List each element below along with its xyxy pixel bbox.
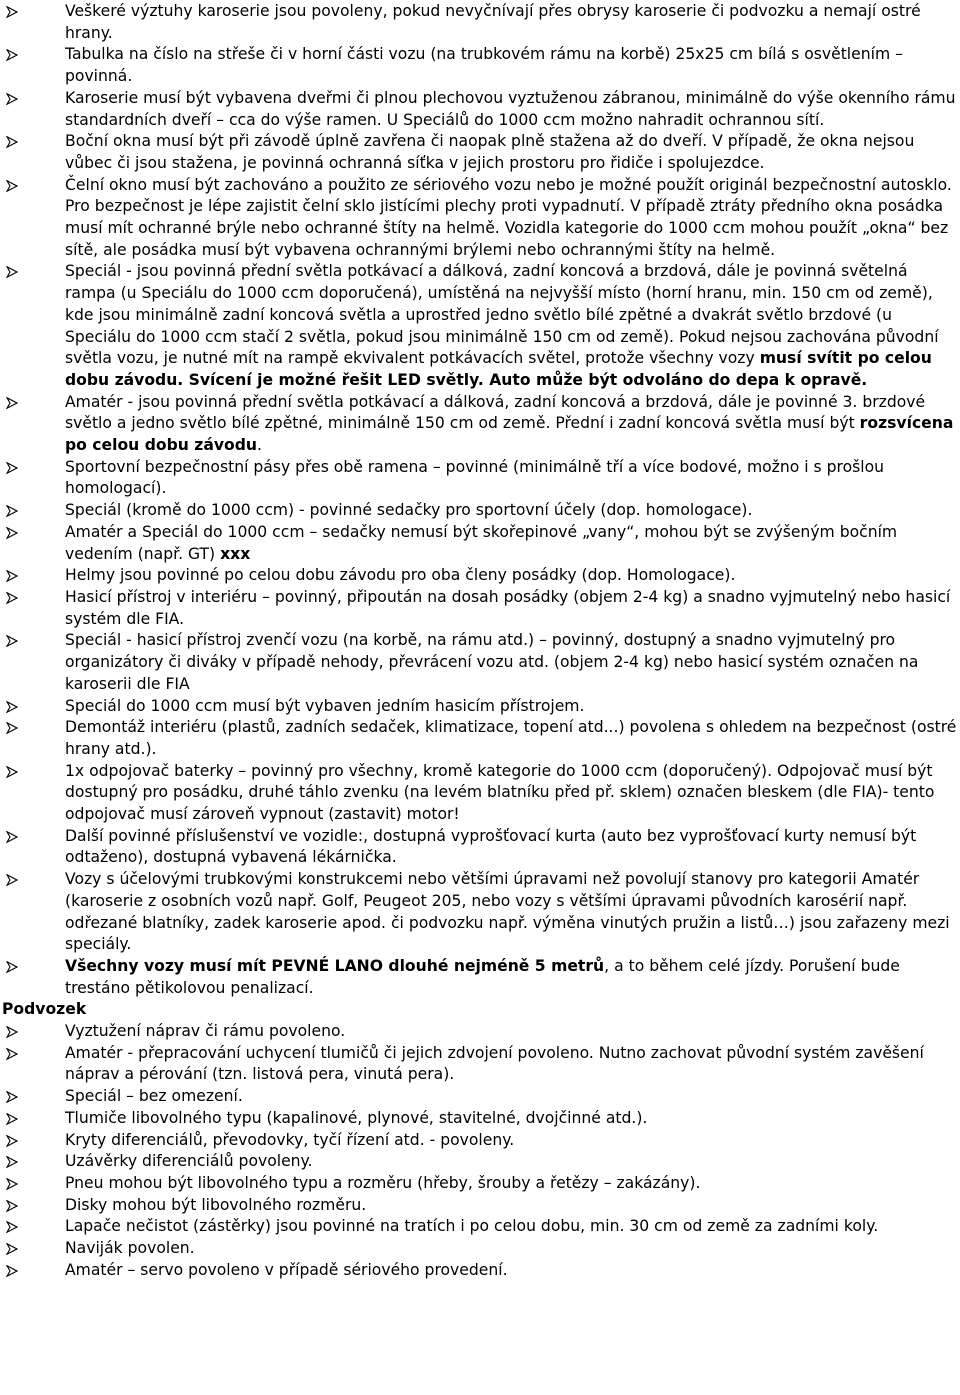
list-item-text: Speciál - hasicí přístroj zvenčí vozu (na korbě, na rámu atd.) – povinný, dostupný a snadno vyjmutelný pro organizátory či diváky v případě nehody, převrácení vozu atd. (objem 2-4 kg) nebo hasicí systém označen na karoserii dle FIA (65, 631, 919, 693)
list-item-text: Boční okna musí být při závodě úplně zavřena či naopak plně stažena až do dveří. V případě, že okna nejsou vůbec či jsou stažena, je povinná ochranná síťka v jejich prostoru pro řidiče i spolujezdce. (65, 132, 915, 172)
arrow-bullet-icon (6, 1026, 18, 1038)
list-item-text: Amatér - jsou povinná přední světla potkávací a dálková, zadní koncová a brzdová, dále je povinné 3. brzdové světlo a jedno světlo bílé zpětné, minimálně 150 cm od země. Přední i zadní koncová světla musí být rozsvícena po celou dobu závodu. (65, 392, 954, 455)
list-item-text: 1x odpojovač baterky – povinný pro všechny, kromě kategorie do 1000 ccm (doporučený). Odpojovač musí být dostupný pro posádku, druhé táhlo zvenku (na levém blatníku před př. sklem) označen bleskem (dle FIA)- tento odpojovač musí zároveň vypnout (zastavit) motor! (65, 761, 935, 824)
arrow-bullet-icon (6, 831, 18, 843)
arrow-bullet-icon (6, 397, 18, 409)
list-item (0, 131, 960, 174)
bullet-list-podvozek (0, 1021, 960, 1281)
list-item-text: Speciál – bez omezení. (65, 1087, 243, 1106)
list-item (0, 587, 960, 630)
list-item (0, 500, 960, 522)
arrow-bullet-icon (6, 1091, 18, 1103)
list-item (0, 261, 960, 391)
list-item (0, 88, 960, 131)
list-item (0, 1086, 960, 1108)
arrow-bullet-icon (6, 1048, 18, 1060)
list-item (0, 1195, 960, 1217)
list-item (0, 696, 960, 718)
list-item-text: Čelní okno musí být zachováno a použito ze sériového vozu nebo je možné použít originál bezpečnostní autosklo. Pro bezpečnost je lépe zajistit čelní sklo jistícími plechy proti vypadnutí. V případě ztráty předního okna posádka musí mít ochranné brýle nebo ochranné štíty na helmě. Vozidla kategorie do 1000 ccm mohou použít „okna“ bez sítě, ale posádka musí být vybavena ochrannými brýlemi nebo ochrannými štíty na helmě. (65, 175, 952, 259)
list-item (0, 522, 960, 565)
list-item (0, 761, 960, 826)
arrow-bullet-icon (6, 1243, 18, 1255)
arrow-bullet-icon (6, 635, 18, 647)
list-item-text: Vyztužení náprav či rámu povoleno. (65, 1022, 346, 1041)
list-item (0, 1260, 960, 1282)
list-item-text: Uzávěrky diferenciálů povoleny. (65, 1152, 313, 1171)
list-item (0, 1021, 960, 1043)
arrow-bullet-icon (6, 1113, 18, 1125)
list-item (0, 630, 960, 695)
arrow-bullet-icon (6, 136, 18, 148)
list-item (0, 1108, 960, 1130)
list-item (0, 717, 960, 760)
list-item (0, 869, 960, 956)
list-item-text: Další povinné příslušenství ve vozidle:, dostupná vyprošťovací kurta (auto bez vyprošťovací kurty nemusí být odtaženo), dostupná vybavená lékárnička. (65, 826, 917, 867)
arrow-bullet-icon (6, 505, 18, 517)
arrow-bullet-icon (6, 1156, 18, 1168)
arrow-bullet-icon (6, 961, 18, 973)
arrow-bullet-icon (6, 6, 18, 18)
list-item-text: Vozy s účelovými trubkovými konstrukcemi nebo většími úpravami než povolují stanovy pro kategorii Amatér (karoserie z osobních vozů např. Golf, Peugeot 205, nebo vozy s většími úpravami původních karosérií např. odřezané blatníky, zadek karoserie apod. či podvozku např. výměna vinutých pružin a listů…) jsou zařazeny mezi speciály. (65, 870, 950, 954)
bullet-list-body (0, 1, 960, 999)
list-item-text: Sportovní bezpečnostní pásy přes obě ramena – povinné (minimálně tří a více bodové, možno i s prošlou homologací). (65, 457, 885, 498)
list-item (0, 826, 960, 869)
list-item (0, 392, 960, 457)
list-item (0, 1151, 960, 1173)
arrow-bullet-icon (6, 874, 18, 886)
arrow-bullet-icon (6, 701, 18, 713)
list-item (0, 457, 960, 500)
list-item-text: Amatér – servo povoleno v případě sériového provedení. (65, 1260, 508, 1279)
list-item-text: Hasicí přístroj v interiéru – povinný, připoután na dosah posádky (objem 2-4 kg) a snadno vyjmutelný nebo hasicí systém dle FIA. (65, 587, 951, 628)
arrow-bullet-icon (6, 1265, 18, 1277)
arrow-bullet-icon (6, 49, 18, 61)
list-item (0, 565, 960, 587)
arrow-bullet-icon (6, 180, 18, 192)
list-item-text: Tabulka na číslo na střeše či v horní části vozu (na trubkovém rámu na korbě) 25x25 cm bílá s osvětlením – povinná. (65, 45, 903, 86)
list-item-text: Disky mohou být libovolného rozměru. (65, 1195, 367, 1214)
arrow-bullet-icon (6, 93, 18, 105)
list-item (0, 956, 960, 999)
list-item-text: Naviják povolen. (65, 1239, 195, 1258)
arrow-bullet-icon (6, 1178, 18, 1190)
list-item-text: Amatér - přepracování uchycení tlumičů či jejich zdvojení povoleno. Nutno zachovat původní systém zavěšení náprav a pérování (tzn. listová pera, vinutá pera). (65, 1043, 924, 1084)
arrow-bullet-icon (6, 592, 18, 604)
list-item-text: Demontáž interiéru (plastů, zadních sedaček, klimatizace, topení atd...) povolena s ohledem na bezpečnost (ostré hrany atd.). (65, 718, 957, 758)
list-item (0, 1216, 960, 1238)
list-item-text: Amatér a Speciál do 1000 ccm – sedačky nemusí být skořepinové „vany“, mohou být se zvýšeným bočním vedením (např. GT) xxx (65, 522, 898, 563)
arrow-bullet-icon (6, 570, 18, 582)
list-item (0, 1130, 960, 1152)
list-item (0, 175, 960, 262)
list-item-text: Kryty diferenciálů, převodovky, tyčí řízení atd. - povoleny. (65, 1130, 515, 1149)
list-item (0, 44, 960, 87)
arrow-bullet-icon (6, 766, 18, 778)
list-item-text: Veškeré výztuhy karoserie jsou povoleny, pokud nevyčnívají přes obrysy karoserie či podvozku a nemají ostré hrany. (65, 2, 921, 42)
arrow-bullet-icon (6, 527, 18, 539)
section-heading-podvozek: Podvozek (2, 1000, 87, 1019)
list-item-text: Speciál do 1000 ccm musí být vybaven jedním hasicím přístrojem. (65, 696, 585, 715)
list-item (0, 1, 960, 44)
list-item (0, 1238, 960, 1260)
arrow-bullet-icon (6, 1135, 18, 1147)
list-item-text: Speciál - jsou povinná přední světla potkávací a dálková, zadní koncová a brzdová, dále je povinná světelná rampa (u Speciálu do 1000 ccm doporučená), umístěná na nejvyšší místo (horní hranu, min. 150 cm od země), kde jsou minimálně zadní koncová světla a uprostřed jedno světlo bílé zpětné a dvakrát světlo brzdové (u Speciálu do 1000 ccm stačí 2 světla, pokud jsou minimálně 150 cm od země). Pokud nejsou zachována původní světla vozu, je nutné mít na rampě ekvivalent potkávacích světel, protože všechny vozy musí svítit po celou dobu závodu. Svícení je možné řešit LED světly. Auto může být odvoláno do depa k opravě. (65, 262, 939, 389)
arrow-bullet-icon (6, 266, 18, 278)
list-item-text: Tlumiče libovolného typu (kapalinové, plynové, stavitelné, dvojčinné atd.). (65, 1108, 648, 1127)
list-item-text: Pneu mohou být libovolného typu a rozměru (hřeby, šrouby a řetězy – zakázány). (65, 1173, 701, 1192)
arrow-bullet-icon (6, 722, 18, 734)
arrow-bullet-icon (6, 462, 18, 474)
list-item-text: Speciál (kromě do 1000 ccm) - povinné sedačky pro sportovní účely (dop. homologace). (65, 501, 753, 520)
list-item-text: Lapače nečistot (zástěrky) jsou povinné na tratích i po celou dobu, min. 30 cm od země za zadními koly. (65, 1217, 879, 1236)
arrow-bullet-icon (6, 1221, 18, 1233)
list-item (0, 1173, 960, 1195)
arrow-bullet-icon (6, 1200, 18, 1212)
list-item-text: Všechny vozy musí mít PEVNÉ LANO dlouhé nejméně 5 metrů, a to během celé jízdy. Porušení bude trestáno pětikolovou penalizací. (65, 956, 900, 997)
list-item (0, 1043, 960, 1086)
list-item-text: Helmy jsou povinné po celou dobu závodu pro oba členy posádky (dop. Homologace). (65, 566, 736, 585)
list-item-text: Karoserie musí být vybavena dveřmi či plnou plechovou vyztuženou zábranou, minimálně do výše okenního rámu standardních dveří – cca do výše ramen. U Speciálů do 1000 ccm možno nahradit ochrannou sítí. (65, 88, 956, 129)
